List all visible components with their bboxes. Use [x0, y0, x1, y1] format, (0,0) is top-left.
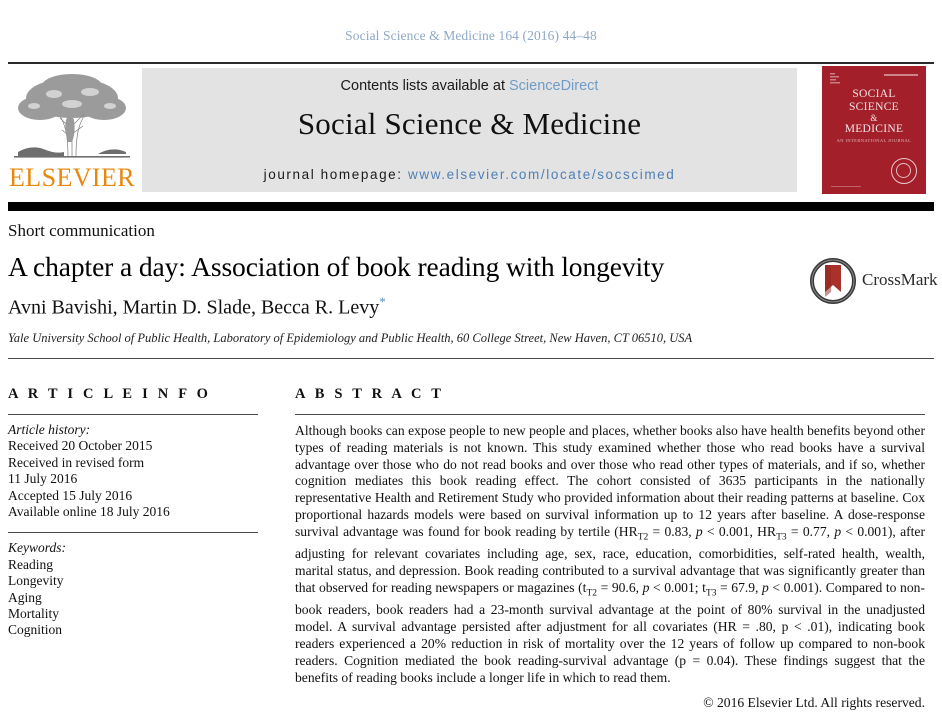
t-t3-subscript: T3 [705, 588, 717, 599]
author-names: Avni Bavishi, Martin D. Slade, Becca R. Levy [8, 296, 380, 319]
cover-title-amp: & [870, 113, 878, 123]
cover-title-line2: SCIENCE [848, 100, 900, 113]
copyright-line: © 2016 Elsevier Ltd. All rights reserved. [703, 695, 925, 711]
abstract-divider [295, 414, 925, 415]
history-item: Available online 18 July 2016 [8, 504, 170, 520]
elsevier-tree-icon [10, 68, 134, 166]
affiliation: Yale University School of Public Health, Laboratory of Epidemiology and Public Health, 60 College Street, New Haven, CT 06510, USA [8, 331, 693, 345]
article-info-divider [8, 414, 258, 415]
history-item: Received 20 October 2015 [8, 438, 153, 454]
hr-t3-subscript: T3 [776, 532, 787, 543]
journal-title: Social Science & Medicine [297, 106, 642, 141]
p-italic: p [695, 523, 703, 539]
keywords-divider [8, 532, 258, 533]
header-divider [8, 358, 934, 359]
sciencedirect-link[interactable]: ScienceDirect [509, 78, 599, 94]
running-head: Social Science & Medicine 164 (2016) 44–48 [345, 28, 597, 43]
cover-subtitle: AN INTERNATIONAL JOURNAL [836, 138, 912, 143]
keywords-block [8, 540, 258, 638]
homepage-url-link[interactable]: www.elsevier.com/locate/socscimed [408, 167, 676, 182]
t-t2-subscript: T2 [586, 588, 598, 599]
homepage-label: journal homepage: [263, 167, 408, 182]
crossmark-label: CrossMark [862, 270, 938, 289]
elsevier-logo [8, 66, 136, 195]
keyword-item: Aging [8, 589, 42, 605]
author-list [8, 294, 386, 320]
p2-value: < 0.001), after adjusting for relevant covariates including age, sex, race, education, comorbidities, self-rated health, wealth, marital status, and depression. Book reading contributed to a survival advantage that was significantly greater than that observed for reading newspapers or magazines (t [295, 523, 925, 595]
cover-title-line3: MEDICINE [844, 123, 904, 135]
abstract-heading: A B S T R A C T [295, 386, 445, 402]
cover-top-line [884, 74, 918, 76]
article-info-heading: A R T I C L E I N F O [8, 386, 212, 402]
journal-homepage-line [142, 167, 797, 182]
keyword-item: Reading [8, 556, 53, 572]
p-italic: p [642, 579, 650, 595]
keywords-label: Keywords: [8, 540, 66, 556]
contents-prefix: Contents lists available at [340, 78, 509, 94]
history-item: 11 July 2016 [8, 471, 78, 487]
t-t2-value: = 90.6, [597, 579, 643, 595]
history-item: Received in revised form [8, 454, 145, 470]
hr-t2-subscript: T2 [637, 532, 649, 543]
p3-value: < 0.001; t [649, 579, 706, 595]
p4-value: < 0.001). Compared to non-book readers, book readers had a 23-month survival advantage at the point of 80% survival in the unadjusted model. A survival advantage persisted after adjustment for all covariates (HR = .80, p < .01), indicating book readers experienced a 20% reduction in risk of mortality over the 12 years of follow up compared to non-book readers. Cognition mediated the book reading-survival advantage (p = 0.04). These findings suggest that the benefits of reading books include a longer life in which to read them. [295, 579, 925, 685]
cover-seal-icon [891, 158, 917, 184]
article-history-block [8, 422, 258, 520]
elsevier-wordmark: ELSEVIER [9, 163, 135, 192]
banner-top-rule [8, 62, 934, 64]
masthead-center-panel [142, 68, 797, 192]
t-t3-value: = 67.9, [716, 579, 763, 595]
keyword-item: Cognition [8, 622, 63, 638]
crossmark-icon[interactable] [810, 258, 856, 304]
banner-bottom-bar [8, 202, 934, 211]
journal-cover-thumbnail [822, 66, 926, 194]
abstract-body [295, 423, 925, 686]
article-type-label: Short communication [8, 221, 155, 240]
history-item: Accepted 15 July 2016 [8, 487, 133, 503]
crossmark-badge[interactable] [810, 258, 938, 304]
abstract-part1: Although books can expose people to new people and places, whether books also have health benefits beyond other types of reading materials is not known. This study examined whether those who read books have a survival advantage over those who do not read books and over those who read other types of materials, and if so, whether cognition mediates this book reading effect. The cohort consisted of 3635 participants in the nationally representative Health and Retirement Study who provided information about their reading patterns at baseline. Cox proportional hazards models were based on survival information up to 12 years after baseline. A dose-response survival advantage was found for book reading by tertile (HR [295, 423, 925, 539]
journal-masthead [8, 66, 934, 195]
cover-elsevier-mark-icon [829, 72, 843, 87]
cover-bottom-line [831, 186, 861, 188]
article-info-column [8, 386, 258, 639]
keyword-item: Longevity [8, 573, 64, 589]
corresponding-author-marker[interactable]: * [379, 294, 386, 309]
cover-title-line1: SOCIAL [852, 88, 896, 100]
article-history-label: Article history: [8, 422, 91, 437]
page-title: A chapter a day: Association of book reading with longevity [8, 251, 665, 282]
p1-value: < 0.001, HR [702, 523, 777, 539]
cover-title [822, 88, 926, 136]
abstract-column [295, 386, 925, 711]
p-italic: p [834, 523, 842, 539]
hr-t3-value: = 0.77, [786, 523, 835, 539]
contents-available-line [142, 78, 797, 94]
cover-seal-inner-ring [896, 163, 911, 178]
hr-t2-value: = 0.83, [648, 523, 696, 539]
p-italic: p [762, 579, 769, 595]
keyword-item: Mortality [8, 606, 59, 622]
